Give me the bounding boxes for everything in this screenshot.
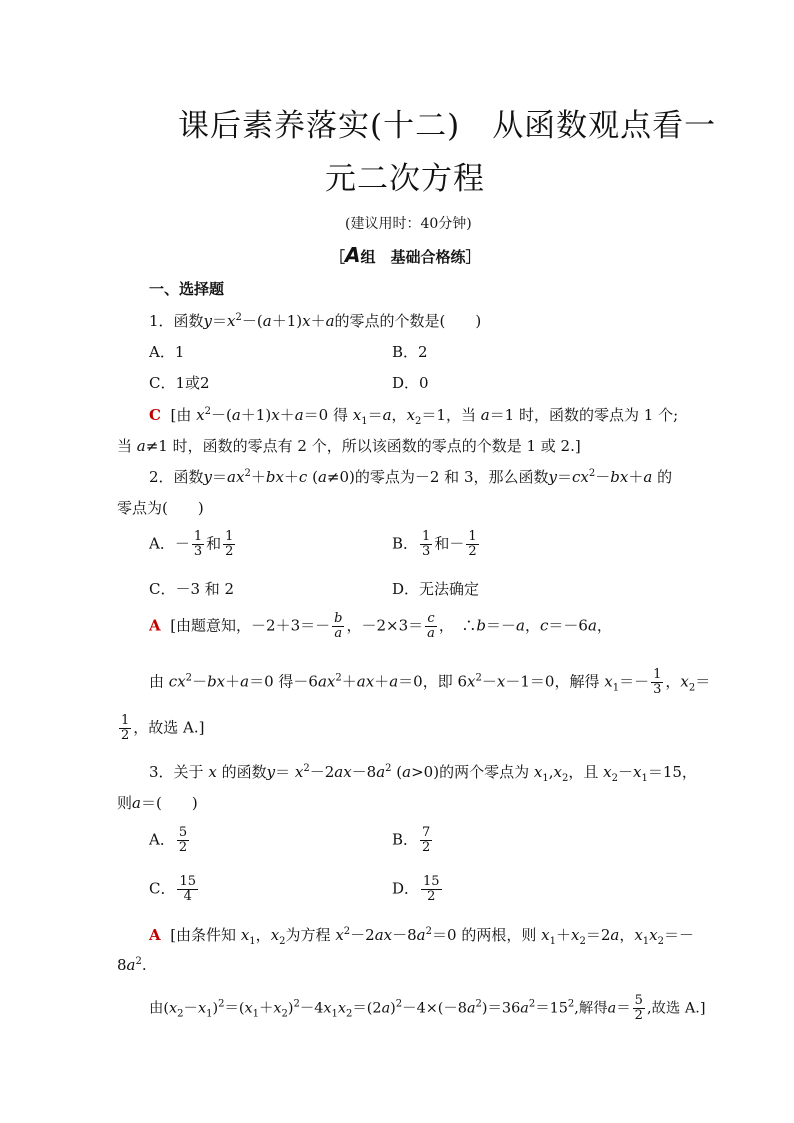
q3-option-c: C． $\frac{15}{4}$ — [149, 874, 197, 904]
q3-explanation-line1: A [由条件知 $x_1$，$x_2$为方程 $x^2-2ax-8a^2=0$ 的两根，则 $x_1+x_2=2a$，$x_1x_2=-$ — [149, 926, 695, 947]
bracket-open: ［ — [330, 248, 346, 266]
q1-stem: 1．函数$y=x^2-(a+1)x+a$的零点的个数是( ) — [149, 312, 482, 330]
q2-option-c: C．－3 和 2 — [149, 580, 235, 598]
q2-explanation-line1: A [由题意知，－2＋3＝－ $\frac{b}{a}$ ，－2×3＝ $\frac{c}{a}$ ， ∴b＝－a，c＝－6a， — [149, 611, 612, 641]
time-note: (建议用时：40分钟) — [345, 216, 472, 232]
q1-answer: C — [149, 406, 161, 424]
q1-explanation-line2: 当 a≠1 时，函数的零点有 2 个，所以该函数的零点的个数是 1 或 2.] — [117, 437, 581, 455]
q2-answer: A — [149, 616, 161, 635]
q3-option-d: D． $\frac{15}{2}$ — [392, 874, 440, 904]
section-heading: 一、选择题 — [149, 280, 225, 298]
q3-stem-line2: 则a＝( ) — [117, 794, 198, 812]
q3-explanation-line2: $8a^2$. — [117, 956, 147, 974]
group-letter: A — [345, 243, 361, 267]
page-title-line1: 课后素养落实(十二) 从函数观点看一 — [178, 108, 717, 144]
q3-stem-line1: 3．关于 x 的函数$y= x^2-2ax-8a^2$ (a>0)的两个零点为 $x_1,x_2$，且 $x_2-x_1=15$， — [149, 763, 697, 784]
q3-option-a: A． $\frac{5}{2}$ — [149, 825, 188, 855]
q2-explanation-line2: 由 $cx^2-bx+a=0$ 得$-6ax^2+ax+a=0$，即 $6x^2-x-1=0$，解得 $x_1=-$ $\frac{1}{3}$ ，$x_2=$ — [149, 667, 711, 697]
q1-explanation-line1: C [由 $x^2-(a+1)x+a=0$ 得 $x_1=a$，$x_2=1$，当 a＝1 时，函数的零点为 1 个; — [149, 406, 679, 427]
q1-option-d: D．0 — [392, 374, 429, 392]
q3-option-b: B． $\frac{7}{2}$ — [392, 825, 431, 855]
q2-option-b: B． $\frac{1}{3}$ 和－ $\frac{1}{2}$ — [392, 529, 477, 559]
q3-answer: A — [149, 926, 161, 944]
q2-option-a: A．－ $\frac{1}{3}$ 和 $\frac{1}{2}$ — [149, 529, 234, 559]
q1-option-b: B．2 — [392, 343, 428, 361]
q2-explanation-line3: $\frac{1}{2}$ ，故选 A.] — [121, 713, 205, 743]
page-title-line2: 元二次方程 — [325, 161, 485, 197]
q2-option-d: D．无法确定 — [392, 580, 480, 598]
q2-stem-line1: 2．函数$y=ax^2+bx+c$ (a≠0)的零点为－2 和 3，那么函数$y=cx^2-bx+a$ 的 — [149, 468, 673, 486]
q1-option-c: C．1或2 — [149, 374, 210, 392]
bracket-close: ］ — [465, 248, 481, 266]
group-heading — [330, 243, 481, 267]
q2-stem-line2: 零点为( ) — [117, 499, 204, 517]
q1-option-a: A．1 — [149, 343, 185, 361]
group-label: 组 基础合格练 — [360, 248, 466, 266]
q3-explanation-line3: 由$(x_2-x_1)^2=(x_1+x_2)^2-4x_1x_2=(2a)^2-4\times(-8a^2)=36a^2=15^2$,解得a＝ $\frac{5}{2}$ ,故选 A.] — [149, 993, 706, 1023]
